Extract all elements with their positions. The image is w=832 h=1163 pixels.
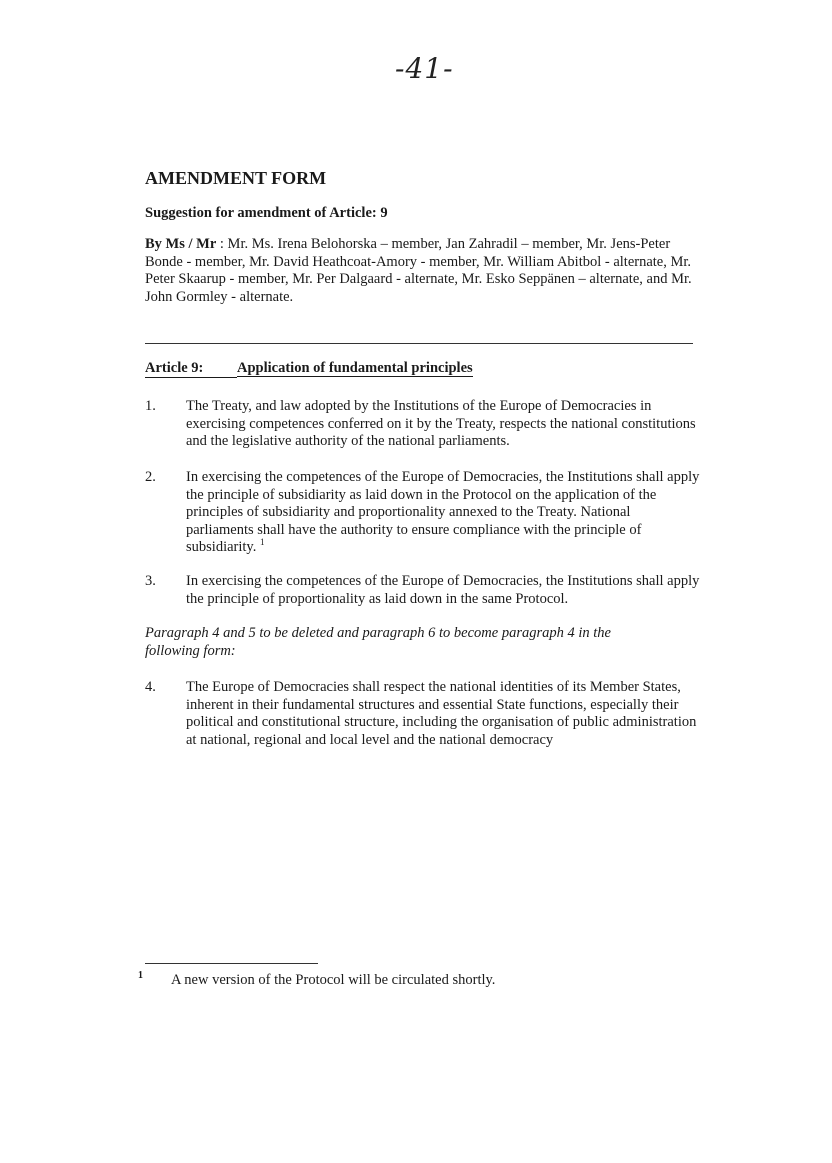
- paragraph-1: [145, 398, 700, 451]
- article-title: Application of fundamental principles: [237, 360, 473, 376]
- paragraph-2: [145, 469, 700, 557]
- paragraph-text: The Europe of Democracies shall respect the national identities of its Member States, inherent in their fundamental structures and essential State functions, especially their political and constitutional structure, including the organisation of public administration at national, regional and local level and the national democracy: [186, 679, 697, 748]
- sponsors-text: : Mr. Ms. Irena Belohorska – member, Jan Zahradil – member, Mr. Jens-Peter Bonde - member, Mr. David Heathcoat-Amory - member, Mr. William Abitbol - alternate, Mr. Peter Skaarup - member, Mr. Per Dalgaard - alternate, Mr. Esko Seppänen – alternate, and Mr. John Gormley - alternate.: [145, 236, 692, 305]
- paragraph-number: 2.: [145, 469, 156, 485]
- paragraph-text: The Treaty, and law adopted by the Institutions of the Europe of Democracies in exercising competences conferred on it by the Treaty, respects the national constitutions and the legislative authority of the national parliaments.: [186, 398, 696, 449]
- form-title: AMENDMENT FORM: [145, 168, 327, 188]
- footnote: [138, 970, 495, 989]
- paragraph-number: 4.: [145, 679, 156, 695]
- handwritten-page-number: -41-: [395, 52, 454, 85]
- paragraph-text: In exercising the competences of the Europe of Democracies, the Institutions shall apply the principle of proportionality as laid down in the same Protocol.: [186, 573, 700, 607]
- paragraph-number: 1.: [145, 398, 156, 414]
- paragraph-4: [145, 679, 700, 749]
- form-subtitle: Suggestion for amendment of Article: 9: [145, 205, 388, 221]
- footnote-reference: 1: [259, 537, 265, 548]
- footnote-text: A new version of the Protocol will be circulated shortly.: [171, 971, 496, 988]
- sponsors-line: [145, 236, 705, 306]
- paragraph-text-wrap: [186, 469, 700, 557]
- amendment-note: Paragraph 4 and 5 to be deleted and paragraph 6 to become paragraph 4 in the following form:: [145, 625, 611, 659]
- footnote-mark: 1: [138, 970, 143, 981]
- by-label: By Ms / Mr: [145, 236, 217, 252]
- article-number: Article 9:: [145, 360, 237, 378]
- article-heading: [145, 360, 473, 378]
- paragraph-number: 3.: [145, 573, 156, 589]
- paragraph-text: In exercising the competences of the Europe of Democracies, the Institutions shall apply the principle of subsidiarity as laid down in the Protocol on the application of the principles of subsidiarity and proportionality annexed to the Treaty. National parliaments shall have the authority to ensure compliance with the principle of subsidiarity.: [186, 469, 700, 555]
- paragraph-3: [145, 573, 700, 608]
- separator-rule: [145, 343, 693, 344]
- footnote-rule: [145, 963, 318, 964]
